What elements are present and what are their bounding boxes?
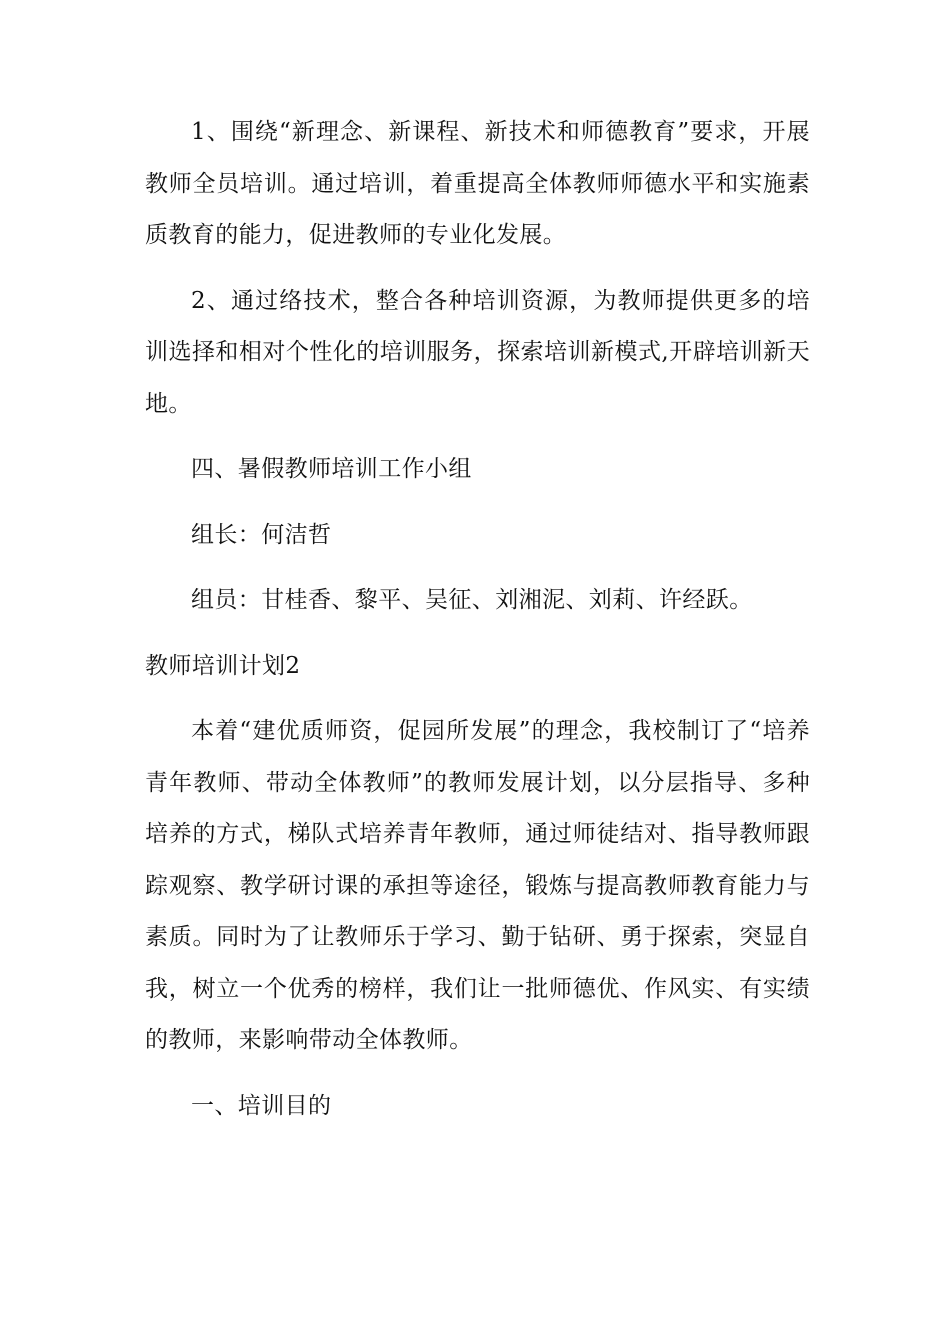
- paragraph-goal-1: 1、围绕“新理念、新课程、新技术和师德教育”要求，开展教师全员培训。通过培训，着重提高全体教师师德水平和实施素质教育的能力，促进教师的专业化发展。: [145, 119, 810, 248]
- paragraph-goal-2: 2、通过络技术，整合各种培训资源，为教师提供更多的培训选择和相对个性化的培训服务，探索培训新模式,开辟培训新天地。: [145, 287, 810, 417]
- paragraph-group-leader: 组长：何洁哲: [191, 521, 332, 548]
- document-title-plan-2: 教师培训计划2: [145, 652, 301, 679]
- section-heading-working-group: 四、暑假教师培训工作小组: [191, 456, 472, 482]
- paragraph-group-members: 组员：甘桂香、黎平、吴征、刘湘泥、刘莉、许经跃。: [191, 587, 753, 613]
- section-heading-training-purpose: 一、培训目的: [191, 1092, 332, 1119]
- paragraph-intro: 本着“建优质师资，促园所发展”的理念，我校制订了“培养青年教师、带动全体教师”的教师发展计划，以分层指导、多种培养的方式，梯队式培养青年教师，通过师徒结对、指导教师跟踪观察、教学研讨课的承担等途径，锻炼与提高教师教育能力与素质。同时为了让教师乐于学习、勤于钻研、勇于探索，突显自我，树立一个优秀的榜样，我们让一批师德优、作风实、有实绩的教师，来影响带动全体教师。: [145, 718, 810, 1053]
- document-body: [145, 107, 810, 1146]
